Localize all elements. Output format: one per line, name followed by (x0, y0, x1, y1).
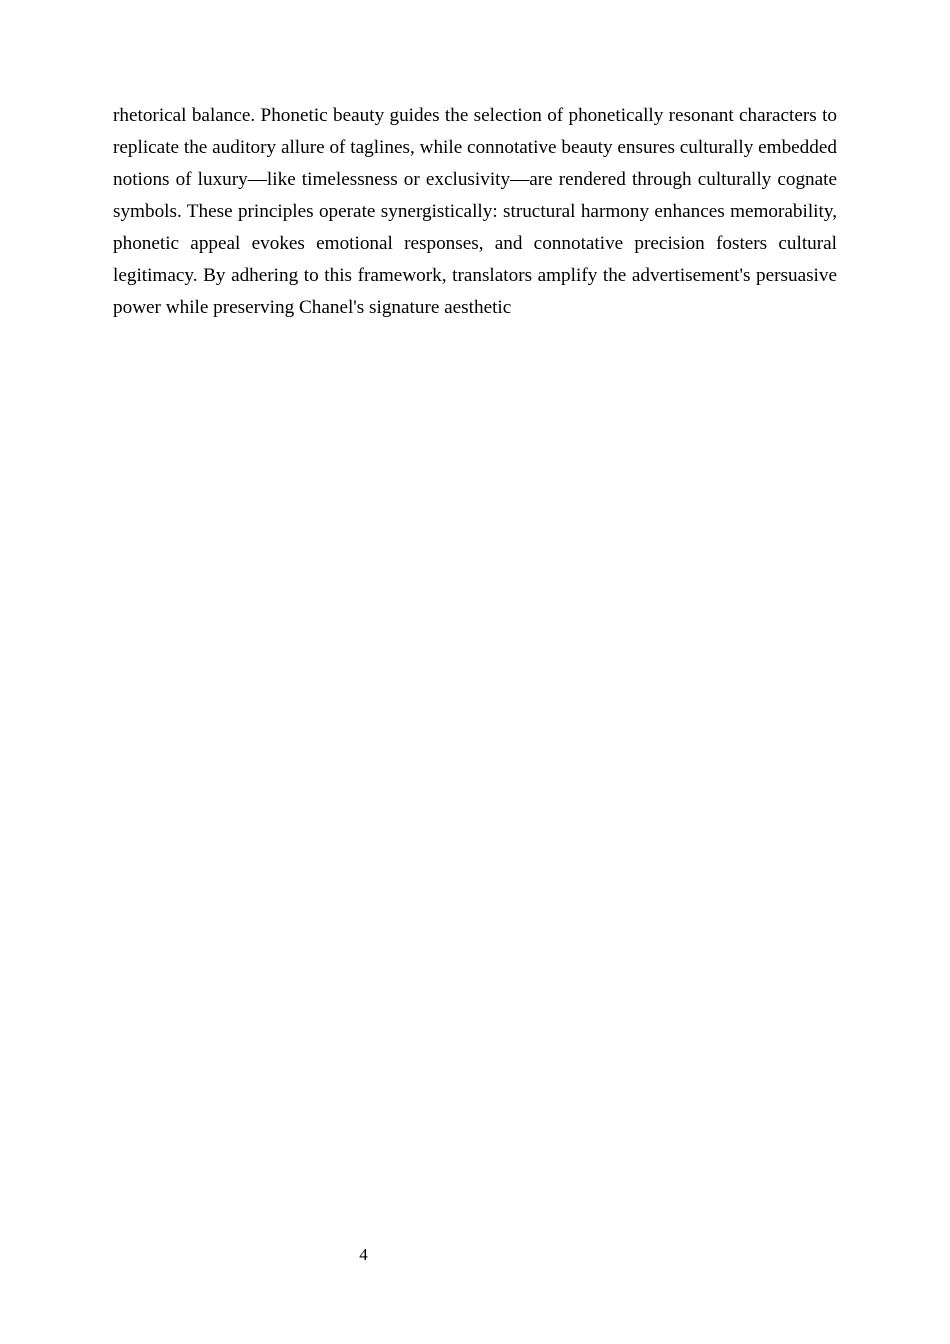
paragraph-line: notions of luxury—like timelessness or exclusivity—are rendered through culturally cognate (113, 169, 837, 190)
page-number: 4 (359, 1245, 368, 1264)
paragraph-line: rhetorical balance. Phonetic beauty guides the selection of phonetically resonant characters to (113, 105, 837, 126)
paragraph-line: power while preserving Chanel's signature aesthetic (113, 297, 512, 318)
paragraph-line: legitimacy. By adhering to this framework, translators amplify the advertisement's persuasive (113, 265, 837, 286)
paragraph-line: phonetic appeal evokes emotional responses, and connotative precision fosters cultural (113, 233, 837, 254)
paragraph-line: replicate the auditory allure of taglines, while connotative beauty ensures culturally embedded (113, 137, 837, 158)
body-paragraph (113, 100, 837, 324)
paragraph-line: symbols. These principles operate synergistically: structural harmony enhances memorability, (113, 201, 837, 222)
